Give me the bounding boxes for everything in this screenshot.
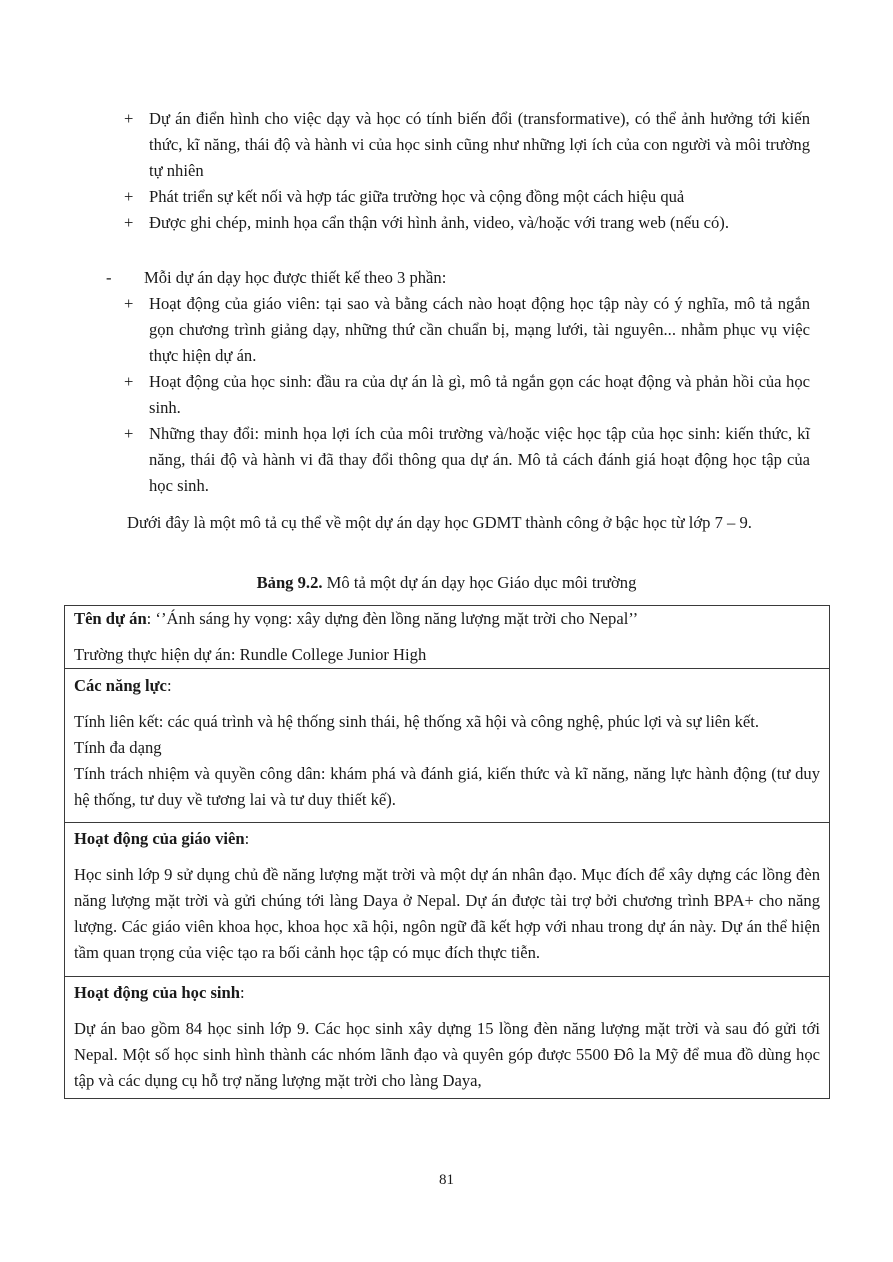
list-item: [124, 369, 810, 421]
table-cell-teacher: [65, 823, 830, 977]
plus-bullet: +: [124, 424, 134, 443]
intro-paragraph: Dưới đây là một mô tả cụ thể về một dự án dạy học GDMT thành công ở bậc học từ lớp 7 – 9.: [127, 513, 752, 532]
list-item-text: Hoạt động của học sinh: đầu ra của dự án là gì, mô tả ngắn gọn các hoạt động và phản hồi của học sinh.: [149, 372, 810, 417]
table-caption-label: Bảng 9.2.: [256, 573, 323, 592]
dash-item-text: Mỗi dự án dạy học được thiết kế theo 3 phần:: [144, 268, 447, 287]
list-item-text: Hoạt động của giáo viên: tại sao và bằng cách nào hoạt động học tập này có ý nghĩa, mô tả ngắn gọn chương trình giảng dạy, những thứ cần chuẩn bị, mạng lưới, tài nguyên... nhằm phục vụ việc thực hiện dự án.: [149, 294, 810, 365]
parts-list: [124, 291, 810, 499]
teacher-heading: [74, 826, 820, 852]
list-item-text: Dự án điển hình cho việc dạy và học có tính biến đổi (transformative), có thể ảnh hưởng tới kiến thức, kĩ năng, thái độ và hành vi của học sinh cũng như những lợi ích của con người và môi trường tự nhiên: [149, 109, 810, 180]
teacher-activity-text: Học sinh lớp 9 sử dụng chủ đề năng lượng mặt trời và một dự án nhân đạo. Mục đích để xây dựng các lồng đèn năng lượng mặt trời và gửi chúng tới làng Daya ở Nepal. Dự án được tài trợ bởi chương trình BPA+ cho năng lượng. Các giáo viên khoa học, khoa học xã hội, ngôn ngữ đã kết hợp với nhau trong dự án này. Dự án thể hiện tầm quan trọng của việc tạo ra bối cảnh học tập có mục đích thực tiễn.: [74, 865, 820, 962]
list-item: [124, 210, 810, 236]
plus-bullet: +: [124, 109, 134, 128]
competency-item: Tính đa dạng: [74, 738, 162, 757]
project-table: [64, 605, 830, 1099]
table-row: [65, 977, 830, 1099]
table-caption-text: Mô tả một dự án dạy học Giáo dục môi trường: [322, 573, 637, 592]
student-activity-text: Dự án bao gồm 84 học sinh lớp 9. Các học sinh xây dựng 15 lồng đèn năng lượng mặt trời và sau đó gửi tới Nepal. Một số học sinh hình thành các nhóm lãnh đạo và quyên góp được 5500 Đô la Mỹ để mua đồ dùng học tập và các dụng cụ hỗ trợ năng lượng mặt trời cho làng Daya,: [74, 1019, 820, 1090]
page-number: 81: [439, 1172, 454, 1188]
project-name: [74, 606, 820, 632]
student-heading: [74, 980, 820, 1006]
project-name-label: Tên dự án: [74, 609, 147, 628]
student-colon: :: [239, 983, 245, 1002]
table-caption: [0, 570, 893, 596]
list-item: [124, 106, 810, 184]
table-row: [65, 606, 830, 669]
competency-item: Tính liên kết: các quá trình và hệ thống sinh thái, hệ thống xã hội và công nghệ, phúc lợi và sự liên kết.: [74, 712, 760, 731]
list-item: [124, 421, 810, 499]
school-name: Trường thực hiện dự án: Rundle College Junior High: [74, 645, 427, 664]
table-row: [65, 823, 830, 977]
list-item-text: Phát triển sự kết nối và hợp tác giữa trường học và cộng đồng một cách hiệu quả: [149, 187, 685, 206]
list-item: [124, 184, 810, 210]
list-item-text: Những thay đổi: minh họa lợi ích của môi trường và/hoặc việc học tập của học sinh: kiến thức, kĩ năng, thái độ và hành vi đã thay đổi thông qua dự án. Mô tả cách đánh giá hoạt động học tập của học sinh.: [149, 424, 810, 495]
teacher-colon: :: [244, 829, 250, 848]
competencies-label: Các năng lực: [74, 676, 167, 695]
competency-item: Tính trách nhiệm và quyền công dân: khám phá và đánh giá, kiến thức và kĩ năng, năng lực hành động (tư duy hệ thống, tư duy về tương lai và tư duy thiết kế).: [74, 764, 820, 809]
plus-bullet: +: [124, 372, 134, 391]
student-label: Hoạt động của học sinh: [74, 983, 240, 1002]
competencies-heading: [74, 673, 820, 699]
table-cell-project: [65, 606, 830, 669]
teacher-label: Hoạt động của giáo viên: [74, 829, 245, 848]
table-cell-student: [65, 977, 830, 1099]
competencies-colon: :: [166, 676, 172, 695]
plus-bullet: +: [124, 213, 134, 232]
dash-list-item: [106, 265, 806, 291]
table-row: [65, 669, 830, 823]
plus-bullet: +: [124, 187, 134, 206]
plus-bullet: +: [124, 294, 134, 313]
project-name-value: : ‘’Ánh sáng hy vọng: xây dựng đèn lồng năng lượng mặt trời cho Nepal’’: [146, 609, 639, 628]
dash-bullet: -: [106, 268, 112, 287]
list-item: [124, 291, 810, 369]
list-item-text: Được ghi chép, minh họa cẩn thận với hình ảnh, video, và/hoặc với trang web (nếu có).: [149, 213, 729, 232]
criteria-list: [124, 106, 810, 236]
table-cell-competencies: [65, 669, 830, 823]
